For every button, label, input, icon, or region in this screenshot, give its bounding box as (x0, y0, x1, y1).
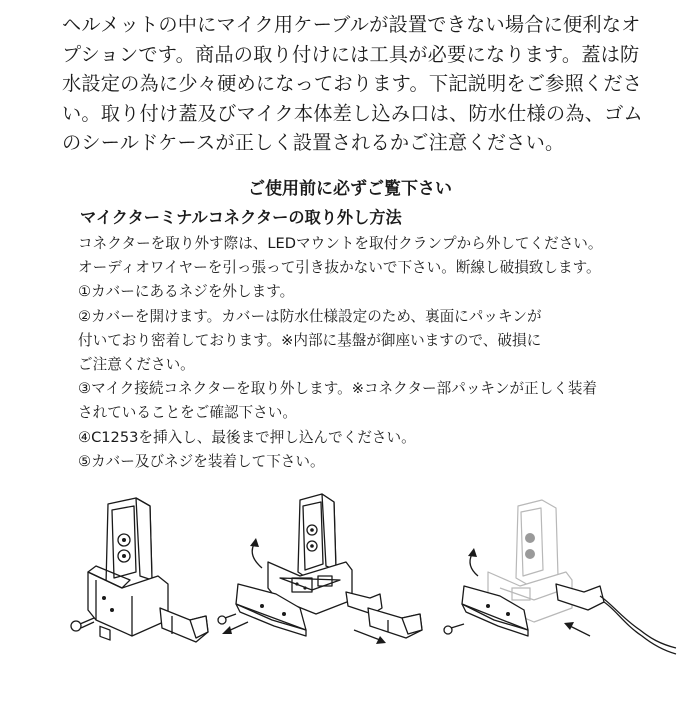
instruction-line: コネクターを取り外す際は、LEDマウントを取付クランプから外してください。 (78, 235, 603, 252)
instruction-line: ご注意ください。 (78, 356, 195, 374)
instruction-line: ②カバーを開けます。カバーは防水仕様設定のため、裏面にパッキンが (78, 307, 542, 325)
rotate-arrow (252, 544, 262, 568)
rotate-arrow (470, 554, 478, 576)
instruction-line: オーディオワイヤーを引っ張って引き抜かないで下さい。断線し破損致します。 (78, 259, 601, 277)
notice-heading: ご使用前に必ずご覧下さい (248, 179, 452, 199)
illustration-remove-screw (71, 498, 208, 642)
instruction-line: ①カバーにあるネジを外します。 (78, 283, 295, 301)
intro-line: ヘルメットの中にマイク用ケーブルが設置できない場合に便利なオ (62, 13, 641, 36)
instruction-line: ④C1253を挿入し、最後まで押し込んでください。 (78, 428, 416, 446)
screw-icon (71, 618, 94, 631)
instruction-line: 付いており密着しております。※内部に基盤が御座いますので、破損に (78, 331, 542, 349)
screw-icon (444, 624, 464, 634)
illustration-strip (0, 480, 700, 700)
instruction-line: ⑤カバー及びネジを装着して下さい。 (78, 452, 325, 470)
pull-arrow (354, 630, 380, 640)
intro-text (62, 10, 662, 158)
illustration-open-cover (218, 494, 422, 644)
intro-line: 水設定の為に少々硬めになっております。下記説明をご参照くださ (62, 72, 643, 95)
illustration-insert-c1253 (444, 500, 676, 654)
intro-line: のシールドケースが正しく設置されるかご注意ください。 (62, 131, 565, 154)
intro-line: プションです。商品の取り付けには工具が必要になります。蓋は防 (62, 42, 640, 66)
insert-arrow (570, 626, 590, 636)
section-title: マイクターミナルコネクターの取り外し方法 (80, 208, 402, 227)
instructions (78, 232, 678, 474)
intro-line: い。取り付け蓋及びマイク本体差し込み口は、防水仕様の為、ゴム (62, 101, 643, 125)
instruction-line: されていることをご確認下さい。 (78, 404, 297, 422)
screw-icon (218, 614, 236, 624)
instruction-line: ③マイク接続コネクターを取り外します。※コネクター部パッキンが正しく装着 (78, 380, 598, 398)
